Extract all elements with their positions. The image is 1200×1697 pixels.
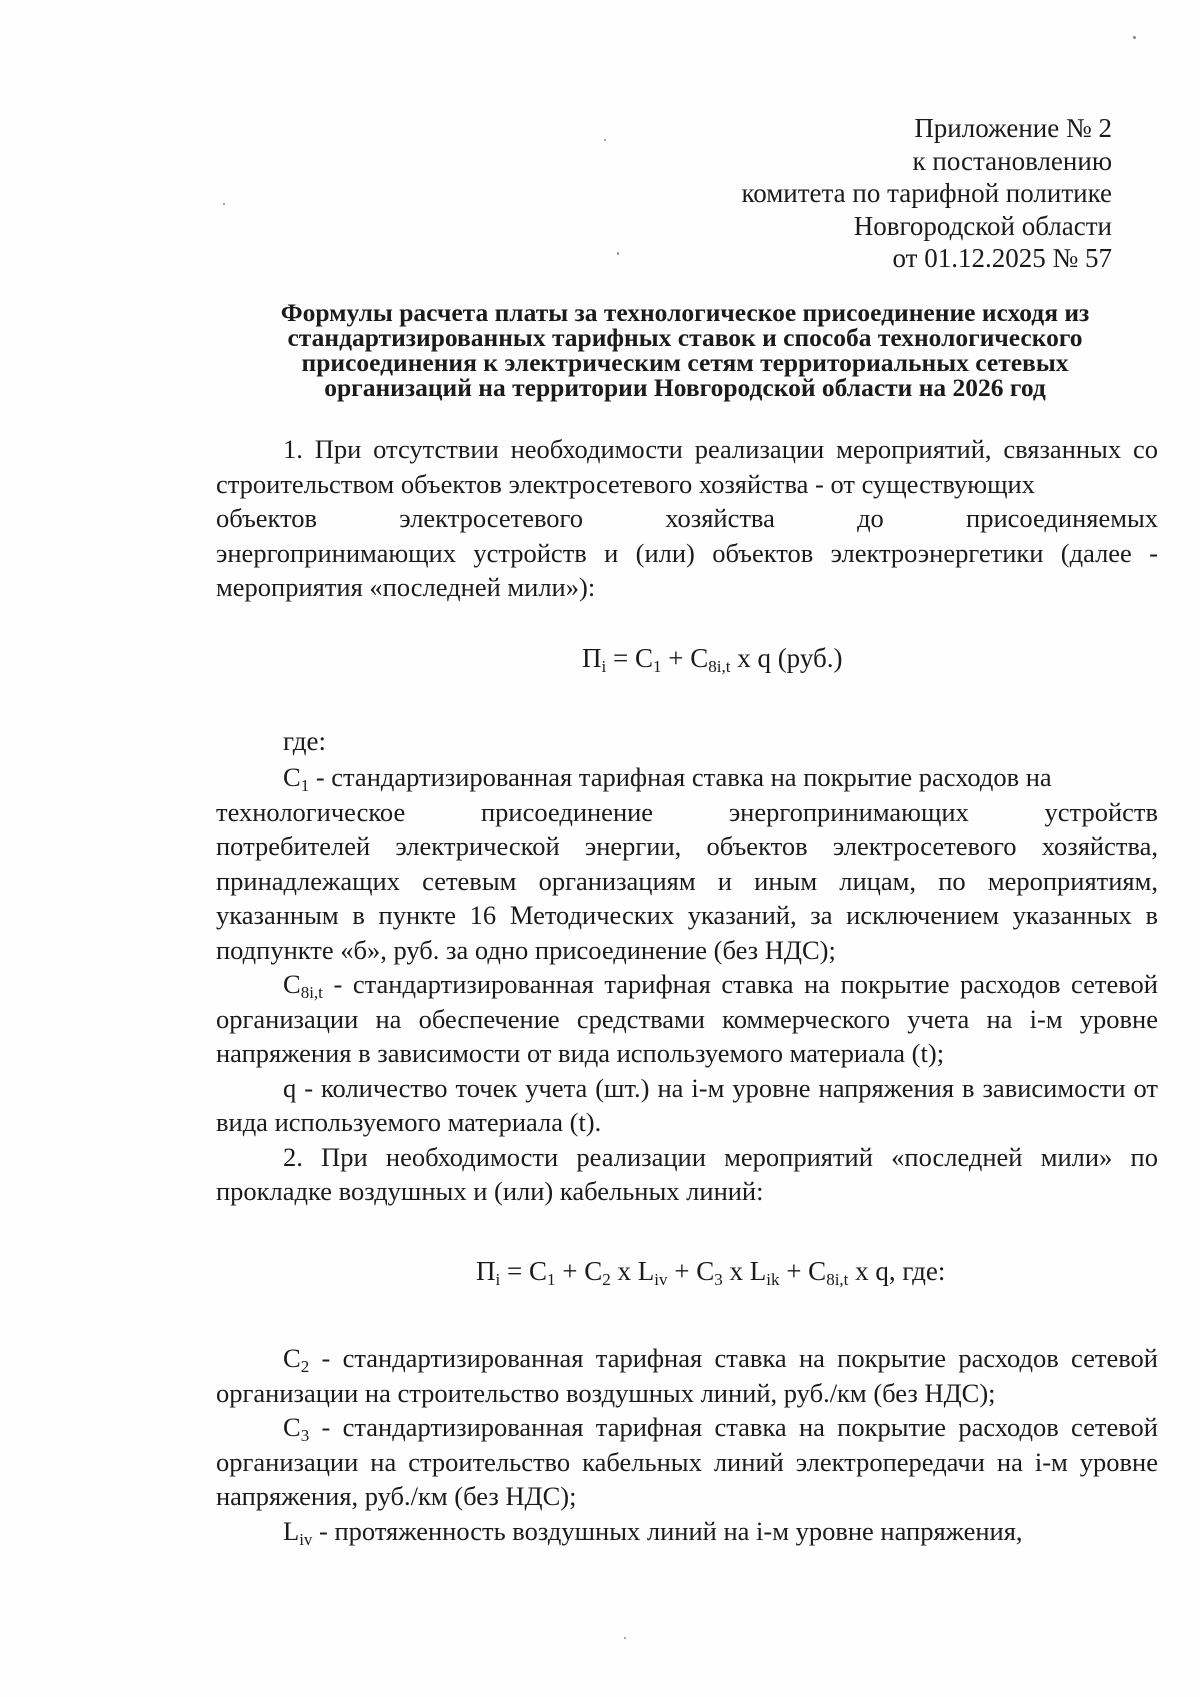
- definition-text: - стандартизированная тарифная ставка на покрытие расходов сетевой организации на обеспечение средствами коммерческого учета на i-м уровне напряжения в зависимости от вида используемого материала (t);: [216, 969, 1158, 1068]
- definition-c8: [216, 967, 1158, 1071]
- definition-liv: [216, 1514, 1158, 1549]
- document-title: [210, 300, 1160, 400]
- section-1: [216, 432, 1158, 605]
- formula-symbol: = С: [500, 1256, 547, 1286]
- spaced-word: хозяйства: [665, 503, 775, 533]
- formula-subscript: i: [601, 657, 607, 676]
- formula-symbol: + С: [555, 1256, 603, 1286]
- definition-c1: [216, 760, 1158, 795]
- scan-speck: [604, 139, 606, 141]
- spaced-word: электросетевого: [399, 503, 583, 533]
- appendix-number: Приложение № 2: [914, 113, 1112, 143]
- scan-speck: [617, 252, 619, 255]
- appendix-date-number: от 01.12.2025 № 57: [892, 243, 1112, 273]
- appendix-resolution-ref: к постановлению: [912, 145, 1112, 176]
- formula-1: [582, 643, 842, 674]
- formula-symbol: П: [476, 1256, 496, 1286]
- formula-symbol: = С: [606, 643, 653, 673]
- formula-2: [476, 1256, 945, 1287]
- definition-text: - стандартизированная тарифная ставка на покрытие расходов сетевой организации на строительство кабельных линий электропередачи на i-м уровне напряжения, руб./км (без НДС);: [216, 1412, 1158, 1511]
- formula-subscript: 2: [602, 1270, 611, 1289]
- symbol: С: [283, 969, 301, 999]
- formula-subscript: 8i,t: [826, 1270, 849, 1289]
- formula-subscript: 3: [714, 1270, 723, 1289]
- symbol-subscript: 3: [300, 1426, 310, 1445]
- symbol: С: [283, 762, 301, 792]
- definition-c3: [216, 1410, 1158, 1514]
- formula-symbol: П: [582, 643, 602, 673]
- section-1-paragraph-cont: энергопринимающих устройств и (или) объектов электроэнергетики (далее - мероприятия «последней мили»):: [216, 537, 1158, 602]
- symbol: С: [283, 1412, 301, 1442]
- formula-subscript: 1: [652, 657, 662, 676]
- definition-q: q - количество точек учета (шт.) на i-м уровне напряжения в зависимости от вида используемого материала (t).: [216, 1072, 1158, 1137]
- definitions-1: [216, 760, 1158, 1209]
- symbol: С: [283, 1343, 301, 1373]
- spaced-word: энергопринимающих: [728, 796, 969, 827]
- definition-text: - стандартизированная тарифная ставка на покрытие расходов на: [309, 762, 1052, 792]
- definition-c1-spaced-line: [216, 795, 1158, 830]
- title-line: Формулы расчета платы за технологическое присоединение исходя из: [280, 298, 1090, 327]
- symbol-subscript: 8i,t: [300, 983, 323, 1002]
- spaced-word: технологическое: [216, 796, 406, 827]
- spaced-word: объектов: [216, 503, 318, 533]
- formula-symbol: х L: [610, 1256, 655, 1286]
- formula-symbol: х L: [722, 1256, 767, 1286]
- title-line: организаций на территории Новгородской области на 2026 год: [324, 373, 1046, 402]
- spaced-word: до: [857, 503, 884, 533]
- definitions-2: [216, 1341, 1158, 1548]
- formula-subscript: 8i,t: [708, 657, 731, 676]
- section-1-paragraph: 1. При отсутствии необходимости реализации мероприятий, связанных со строительством объектов электросетевого хозяйства - от существующих: [216, 434, 1158, 499]
- spaced-word: присоединяемых: [966, 503, 1159, 533]
- definition-c2: [216, 1341, 1158, 1410]
- formula-symbol: + С: [667, 1256, 715, 1286]
- scan-speck: [624, 1637, 626, 1639]
- appendix-committee: комитета по тарифной политике: [741, 178, 1112, 208]
- formula-symbol: + С: [661, 643, 709, 673]
- formula-subscript: ik: [766, 1270, 780, 1289]
- scan-speck: [223, 203, 225, 205]
- spaced-word: устройств: [1044, 796, 1158, 827]
- definition-c1-cont: потребителей электрической энергии, объектов электросетевого хозяйства, принадлежащих сетевым организациям и иным лицам, по мероприятиям, указанным в пункте 16 Методических указаний, за исключением указанных в подпункте «б», руб. за одно присоединение (без НДС);: [216, 831, 1158, 965]
- section-2-paragraph: 2. При необходимости реализации мероприятий «последней мили» по прокладке воздушных и (или) кабельных линий:: [216, 1141, 1158, 1206]
- formula-symbol: + С: [779, 1256, 827, 1286]
- formula-subscript: 1: [546, 1270, 556, 1289]
- formula-symbol: х q, где:: [848, 1256, 946, 1286]
- formula-symbol: х q (руб.): [730, 643, 843, 673]
- appendix-region: Новгородской области: [853, 210, 1112, 241]
- title-line: присоединения к электрическим сетям территориальных сетевых: [301, 348, 1069, 377]
- spaced-word: присоединение: [480, 796, 654, 827]
- symbol: L: [283, 1515, 300, 1546]
- formula-subscript: iv: [654, 1270, 668, 1289]
- definition-text: - протяженность воздушных линий на i-м уровне напряжения,: [312, 1515, 1023, 1546]
- formula-subscript: i: [495, 1270, 501, 1289]
- definition-text: - стандартизированная тарифная ставка на покрытие расходов сетевой организации на строительство воздушных линий, руб./км (без НДС);: [216, 1343, 1158, 1408]
- symbol-subscript: iv: [299, 1529, 313, 1549]
- where-label: где:: [283, 726, 326, 756]
- section-1-spaced-line: [216, 501, 1158, 536]
- appendix-header: [741, 112, 1112, 275]
- scan-speck: [1133, 36, 1136, 39]
- title-line: стандартизированных тарифных ставок и способа технологического: [287, 323, 1083, 352]
- symbol-subscript: 1: [300, 776, 310, 795]
- symbol-subscript: 2: [300, 1357, 310, 1376]
